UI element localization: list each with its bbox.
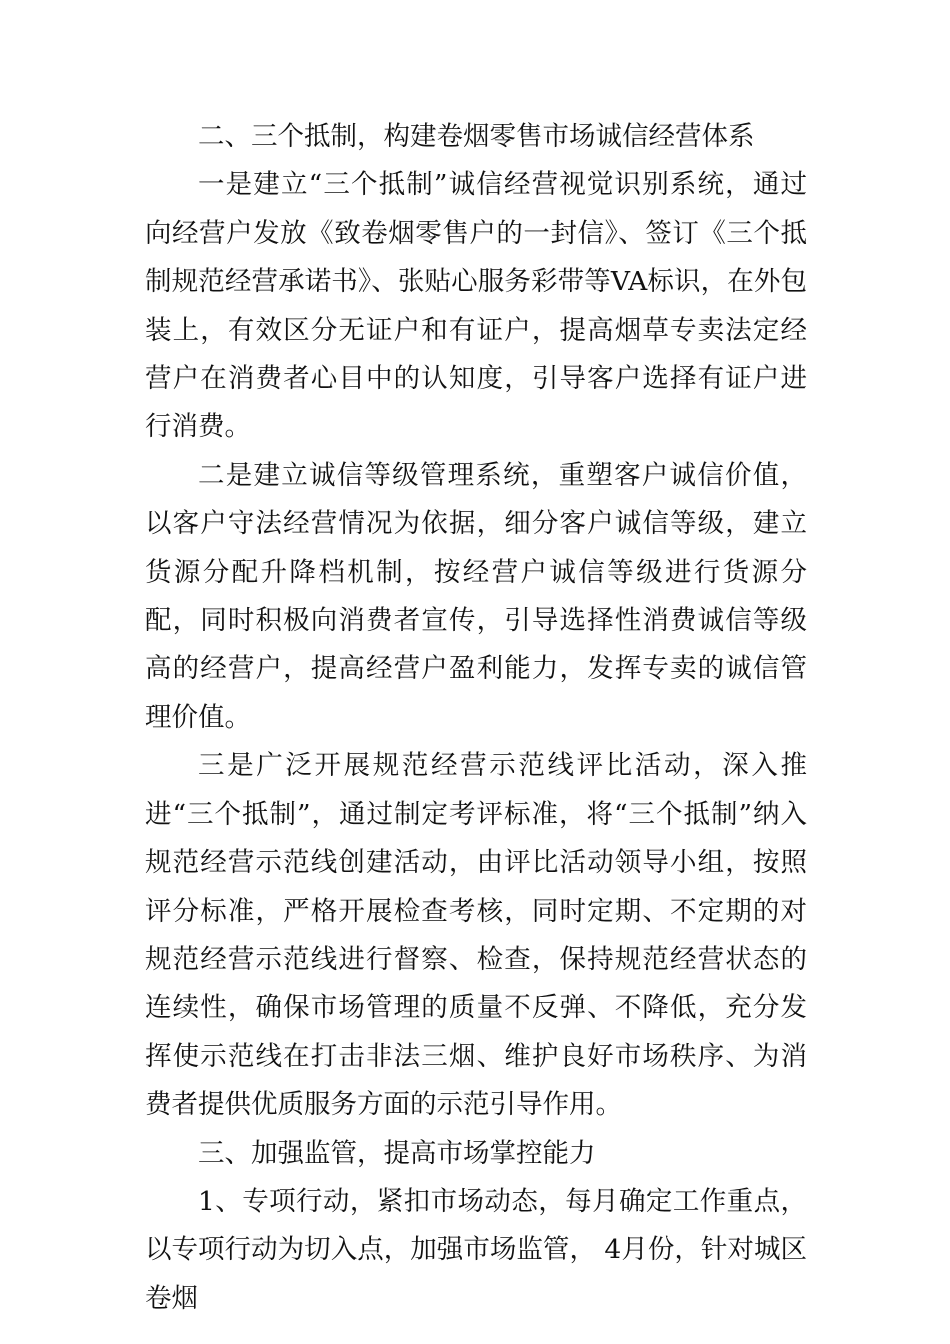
paragraph-visual-identity: 一是建立“三个抵制”诚信经营视觉识别系统，通过向经营户发放《致卷烟零售户的一封信》、签订《三个抵制规范经营承诺书》、张贴心服务彩带等VA标识，在外包装上，有效区分无证户和有证户，提高烟草专卖法定经营户在消费者心目中的认知度，引导客户选择有证户进行消费。 <box>145 169 807 443</box>
paragraph-demonstration-line: 三是广泛开展规范经营示范线评比活动，深入推进“三个抵制”，通过制定考评标准，将“三个抵制”纳入规范经营示范线创建活动，由评比活动领导小组，按照评分标准，严格开展检查考核，同时定期、不定期的对规范经营示范线进行督察、检查，保持规范经营状态的连续性，确保市场管理的质量不反弹、不降低，充分发挥使示范线在打击非法三烟、维护良好市场秩序、为消费者提供优质服务方面的示范引导作用。 <box>145 750 807 1121</box>
paragraph-special-action: 1、专项行动，紧扣市场动态，每月确定工作重点，以专项行动为切入点，加强市场监管， 4月份，针对城区卷烟 <box>145 1185 807 1314</box>
paragraph-credit-rating: 二是建立诚信等级管理系统，重塑客户诚信价值，以客户守法经营情况为依据，细分客户诚信等级，建立货源分配升降档机制，按经营户诚信等级进行货源分配，同时积极向消费者宣传，引导选择性消费诚信等级高的经营户，提高经营户盈利能力，发挥专卖的诚信管理价值。 <box>145 459 807 733</box>
section-heading-2: 二、三个抵制，构建卷烟零售市场诚信经营体系 <box>198 121 755 152</box>
document-body <box>145 113 807 1323</box>
section-heading-3: 三、加强监管，提高市场掌控能力 <box>198 1137 596 1169</box>
